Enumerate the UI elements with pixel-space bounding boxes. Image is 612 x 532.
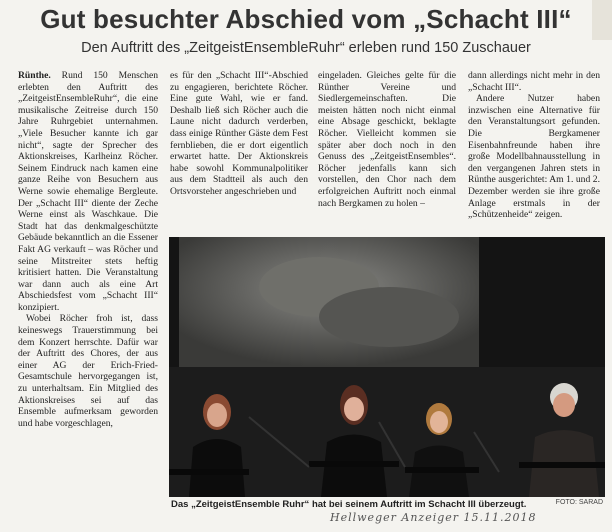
caption-text: Das „ZeitgeistEnsemble Ruhr“ hat bei seinem Auftritt im Schacht III überzeugt. (171, 499, 527, 510)
article-column-3 (318, 70, 456, 209)
column-3-paragraph: eingeladen. Gleiches gelte für die Rünther Vereine und Siedlergemeinschaften. Die meisten hätten noch nicht einmal eine Absage geschickt, beklagte Röcher. Vielleicht kommen sie später aber doch noch in den Genuss des „ZeitgeistEnsembles“. Röcher jedenfalls kann sich vorstellen, den Chor nach dem erfolgreichen Auftritt noch einmal nach Bergkamen zu holen – (318, 70, 456, 209)
column-2-paragraph: es für den „Schacht III“-Abschied zu engagieren, berichtete Röcher. Eine gute Wahl, wie er fand. Deshalb ließ sich Röcher auch die Laune nicht dadurch verderben, dass einige Rünther Gäste dem Fest fernblieben, die er dort eigentlich erwartet hatte. Der Aktionskreis habe sowohl Kommunalpolitiker aus dem Stadtteil als auch den Ortsvorsteher angeschrieben und (170, 70, 308, 197)
article-column-2 (170, 70, 308, 198)
handwritten-source-note: Hellweger Anzeiger 15.11.2018 (330, 511, 537, 524)
column-4-paragraph-2: Andere Nutzer haben inzwischen eine Alternative für den Veranstaltungsort gefunden. Die Bergkamener Eisenbahnfreunde haben ihre große Modellbahnausstellung in den vergangenen Jahren stets in Rünthe ausgerichtet: Am 1. und 2. Dezember werden sie ihre große Anlage erstmals in der „Schützenheide“ zeigen. (468, 93, 600, 221)
article-headline: Gut besuchter Abschied vom „Schacht III“ (40, 4, 572, 34)
article-column-1 (18, 70, 158, 510)
column-4-paragraph-1: dann allerdings nicht mehr in den „Schacht III“. (468, 70, 600, 93)
dateline: Rünthe. (18, 70, 51, 81)
article-column-4 (468, 70, 600, 221)
column-1-paragraph-2: Wobei Röcher froh ist, dass keineswegs Trauerstimmung bei dem Konzert herrschte. Dafür war der Auftritt des Chores, der aus einer AG der Erich-Fried-Gesamtschule hervorgegangen ist, zu unterhaltsam. Ein Mitglied des Aktionskreises sei auf das Ensemble aufmerksam geworden und habe vorgeschlagen, (18, 313, 158, 429)
column-1-paragraph-1: Rund 150 Menschen erlebten den Auftritt des „ZeitgeistEnsembleRuhr“, die eine musikalische Zeitreise durch 150 Jahre Ruhrgebiet unternahmen. „Viele Besucher kannte ich gar nicht“, sagte der Sprecher des Aktionskreises, Karlheinz Röcher. Seinem Eindruck nach kamen eine ganze Reihe von Besuchern aus Werne sowie ehemalige Bergleute. Der „Schacht III“ diente der Zeche Werne einst als Waschkaue. Die Stadt hat das denkmalgeschützte Gebäude bekanntlich an die Essener Fakt AG verkauft – was Röcher und seine Mitstreiter stets heftig kritisiert hatten. Die Veranstaltung war dann auch als eine Art Abschiedsfest vom „Schacht III“ konzipiert. (18, 70, 159, 313)
article-photo (169, 237, 605, 497)
stage-photo-illustration (169, 237, 605, 497)
article-subheadline: Den Auftritt des „ZeitgeistEnsembleRuhr“ erleben rund 150 Zuschauer (81, 40, 531, 56)
photo-credit: FOTO: SARAD (555, 499, 603, 506)
